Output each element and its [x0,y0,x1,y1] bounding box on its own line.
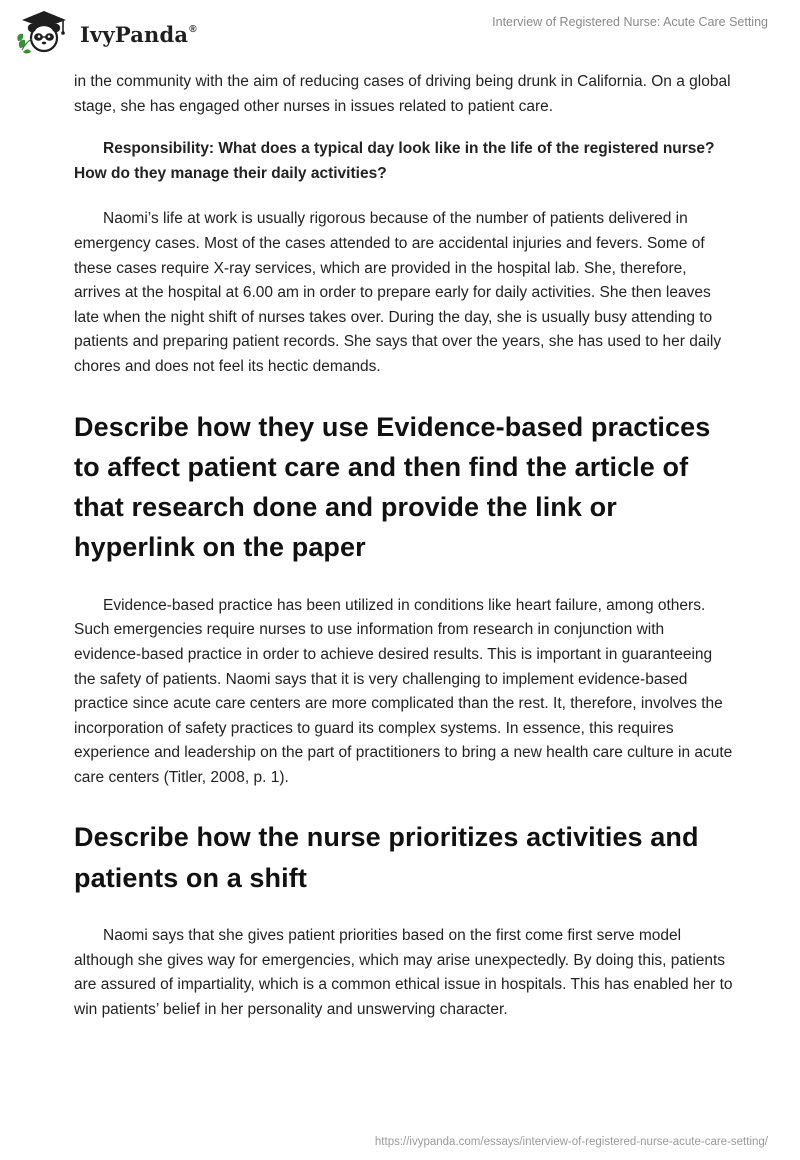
ivypanda-logo[interactable] [14,8,197,54]
heading-evidence-based-practice: Describe how they use Evidence-based practices to affect patient care and then find the article of that research done and provide the link or hyperlink on the paper [74,411,711,563]
essay-content [74,70,734,1022]
registered-mark: ® [189,23,197,35]
paragraph-typical-day: Naomi’s life at work is usually rigorous because of the number of patients delivered in emergency cases. Most of the cases attended to are accidental injuries and fevers. Some of these cases require X-ray services, which are provided in the hospital lab. She, therefore, arrives at the hospital at 6.00 am in order to prepare early for daily activities. She then leaves late when the night shift of nurses takes over. During the day, she is usually busy attending to patients and preparing patient records. She says that over the years, she has used to her daily chores and does not feel its hectic demands. [74,210,722,375]
brand-name: IvyPanda® [80,21,197,47]
heading-prioritization: Describe how the nurse prioritizes activities and patients on a shift [74,822,699,893]
document-title: Interview of Registered Nurse: Acute Care Setting [492,15,768,29]
paragraph-prioritization: Naomi says that she gives patient priorities based on the first come first serve model although she gives way for emergencies, which may arise unexpectedly. By doing this, patients are assured of impartiality, which is a common ethical issue in hospitals. This has enabled her to win patients’ belief in her personality and unswerving character. [74,927,733,1018]
source-url[interactable]: https://ivypanda.com/essays/interview-of-registered-nurse-acute-care-setting/ [374,1136,768,1148]
page-header [0,0,800,64]
question-responsibility: Responsibility: What does a typical day look like in the life of the registered nurse? How do they manage their daily activities? [74,140,715,182]
paragraph-evidence-based-practice: Evidence-based practice has been utilized in conditions like heart failure, among others. Such emergencies require nurses to use information from research in conjunction with evidence-based practice in order to achieve desired results. This is important in guaranteeing the safety of patients. Naomi says that it is very challenging to implement evidence-based practice since acute care centers are more complicated than the rest. It, therefore, involves the incorporation of safety practices to guard its complex systems. In essence, this requires experience and leadership on the part of practitioners to bring a new health care culture in acute care centers (Titler, 2008, p. 1). [74,596,733,786]
paragraph-intro-continued: in the community with the aim of reducing cases of driving being drunk in California. On a global stage, she has engaged other nurses in issues related to patient care. [74,73,731,115]
panda-graduate-logo-icon [14,8,72,54]
